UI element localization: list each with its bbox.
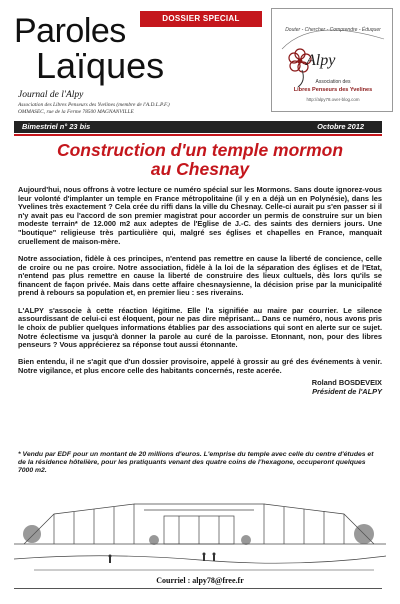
logo-assoc-line-a: Association des bbox=[315, 79, 351, 85]
footer-email bbox=[0, 576, 400, 585]
masthead-title-line2: Laïques bbox=[36, 45, 165, 86]
journal-subtitle: Journal de l'Alpy bbox=[18, 90, 84, 100]
paragraph-1: Aujourd'hui, nous offrons à votre lecture ce numéro spécial sur les Mormons. Sans doute ignorez-vous leur volonté d'implanter un temple en France métropolitaine (il y en a déjà un en Polynésie), dans les Yvelines très exactement ? Cela crée du riffi dans la ville du Chesnay. Celle-ci aurait pu s'en passer si il n'y avait pas eu l'accord de son premier magistrat pour accorder un permis de construire sur un bien modeste terrain* de 12.000 m2 aux adeptes de l'Eglise de J.-C. des saints des derniers jours. Une "boutique" religieuse très particulière qui, malgré ses églises et chapelles en France, manquait cruellement de maison-mère. bbox=[18, 185, 382, 246]
email-value[interactable]: alpy78@free.fr bbox=[192, 576, 244, 585]
signature-role: Président de l'ALPY bbox=[312, 387, 382, 397]
issue-date: Octobre 2012 bbox=[317, 122, 364, 131]
paragraph-2: Notre association, fidèle à ces principes, n'entend pas remettre en cause la liberté de concience, celle de croire ou ne pas croire. Notre association, fidèle à la loi de la séparation des églises et de l'Etat, n'entend pas plus remettre en cause la liberté de construire des lieux cultuels, dès lors qu'ils se financent de façon privée. Mais dans cette affaire chesnaysienne, la décision prise par la municipalité prend à rebours sa population et, en premier lieu : ses riverains. bbox=[18, 253, 382, 298]
masthead bbox=[0, 0, 400, 120]
alpy-logo bbox=[271, 8, 393, 112]
article-headline bbox=[20, 141, 380, 179]
paragraph-3: L'ALPY s'associe à cette réaction légitime. Elle l'a signifiée au maire par courrier. Le silence assourdissant de celui-ci est éloquent, pour ne pas dire méprisant... Dans ce numéro, nous avons pris le choix de publier quelques informations établies par des associations qui sont en alerte sur ce sujet. Notre éclectisme va jusqu'à donner la parole au curé de la paroisse. Etonnant, non, pour des libres penseurs ? Vous apprécierez sa réponse tout aussi étonnante. bbox=[18, 305, 382, 350]
logo-url: http://alpy78.over-blog.com bbox=[306, 97, 360, 102]
association-line2: OMMASEC, rue de la Ferme 78500 MAGNANVILLE bbox=[18, 108, 134, 115]
temple-sketch-image bbox=[14, 474, 386, 576]
signature bbox=[18, 379, 382, 396]
red-divider bbox=[14, 134, 382, 136]
footnote: * Vendu par EDF pour un montant de 20 millions d'euros. L'emprise du temple avec celle du centre d'études et de la résidence hôtelière, pour les pratiquants venant des quatre coins de l'hexagone, occuperont quelques 7000 m2. bbox=[18, 451, 374, 474]
footer-rule bbox=[14, 588, 382, 589]
email-label: Courriel : bbox=[156, 576, 191, 585]
logo-name: Alpy bbox=[306, 52, 336, 69]
masthead-title-line1: Paroles bbox=[14, 12, 126, 50]
association-line1: Association des Libres Penseurs des Yvelines (membre de l'A.D.L.P.F.) bbox=[18, 102, 170, 108]
signature-name: Roland BOSDEVEIX bbox=[311, 378, 382, 388]
issue-number: Bimestriel n° 23 bis bbox=[22, 122, 91, 131]
association-address bbox=[18, 102, 263, 115]
logo-slogan: Douter - Chercher - Comprendre - Éduquer bbox=[285, 27, 381, 33]
headline-line2: au Chesnay bbox=[150, 159, 250, 179]
paragraph-4: Bien entendu, il ne s'agit que d'un dossier provisoire, appelé à grossir au gré des événements à venir. Notre vigilance, et plus encore celle des habitants concernés, reste acerée. bbox=[18, 357, 382, 376]
headline-line1: Construction d'un temple mormon bbox=[56, 140, 344, 160]
dossier-special-badge: DOSSIER SPECIAL bbox=[140, 11, 262, 27]
article-body bbox=[18, 186, 382, 397]
logo-assoc-line-b: Libres Penseurs des Yvelines bbox=[293, 87, 373, 93]
issue-bar bbox=[14, 121, 382, 133]
